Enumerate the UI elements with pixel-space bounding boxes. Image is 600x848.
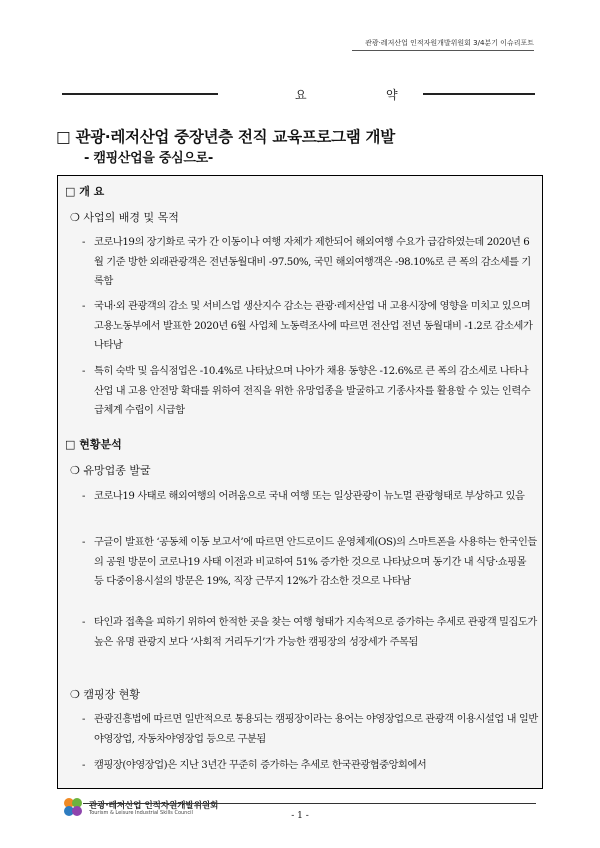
list-item: - 관광진흥법에 따르면 일반적으로 통용되는 캠핑장이라는 용어는 야영장업으로 관광객 이용시설업 내 일반 야영장업, 자동차야영장업 등으로 구분됨 [82, 714, 538, 745]
document-title: □ 관광·레저산업 중장년층 전직 교육프로그램 개발 [56, 128, 395, 146]
header-rule [352, 50, 534, 51]
list-item: - 특히 숙박 및 음식점업은 -10.4%로 나타났으며 나아가 채용 동향은 -12.6%로 큰 폭의 감소세로 나타나 산업 내 고용 안전망 확대를 위하여 전직을 위한 유망업종을 발굴하고 기종사자를 활용할 수 있는 인력수급체계 수립이 시급함 [82, 366, 531, 416]
footer-org-name-en: Tourism & Leisure Industrial Skills Council [89, 810, 193, 816]
list-item: - 타인과 접촉을 피하기 위하여 한적한 곳을 찾는 여행 형태가 지속적으로 증가하는 추세로 관광객 밀집도가 높은 유명 관광지 보다 ‘사회적 거리두기’가 가능한 캠핑장의 성장세가 주목됨 [82, 617, 537, 648]
list-item: - 코로나19 사태로 해외여행의 어려움으로 국내 여행 또는 일상관광이 뉴노멀 관광형태로 부상하고 있음 [82, 491, 525, 502]
footer-org-name: 관광·레저산업 인적자원개발위원회 [89, 801, 219, 811]
list-item: - 국내·외 관광객의 감소 및 서비스업 생산지수 감소는 관광·레저산업 내 고용시장에 영향을 미치고 있으며 고용노동부에서 발표한 2020년 6월 사업체 노동력조사에 따르면 전산업 전년 동월대비 -1.2로 감소세가 나타남 [82, 301, 533, 351]
document-subtitle: - 캠핑산업을 중심으로- [84, 151, 213, 166]
footer-rule [83, 803, 536, 804]
summary-heading [62, 88, 535, 102]
summary-rule-right [423, 93, 535, 95]
summary-heading-left: 요 [295, 88, 307, 102]
subsection-heading-promising-industries: ❍ 유망업종 발굴 [70, 464, 151, 477]
subsection-heading-campsite-status: ❍ 캠핑장 현황 [70, 688, 140, 701]
list-item: - 코로나19의 장기화로 국가 간 이동이나 여행 자체가 제한되어 해외여행 수요가 급감하였는데 2020년 6월 기준 방한 외래관광객은 전년동월대비 -97.50%, 국민 해외여행객은 -98.10%로 큰 폭의 감소세를 기록함 [82, 237, 531, 287]
section-heading-analysis: □ 현황분석 [65, 438, 122, 451]
subsection-heading-background: ❍ 사업의 배경 및 목적 [70, 211, 179, 224]
list-item: - 구글이 발표한 ‘공동체 이동 보고서’에 따르면 안드로이드 운영체제(OS)의 스마트폰을 사용하는 한국인들의 공원 방문이 코로나19 사태 이전과 비교하여 51% 증가한 것으로 나타났으며 동기간 내 식당·쇼핑몰 등 다중이용시설의 방문은 19%, 직장 근무지 12%가 감소한 것으로 나타남 [82, 537, 537, 587]
list-item: - 캠핑장(야영장업)은 지난 3년간 꾸준히 증가하는 추세로 한국관광협중앙회에서 [82, 760, 427, 771]
summary-rule-left [62, 93, 218, 95]
section-heading-overview: □ 개 요 [65, 185, 105, 198]
summary-box [57, 175, 543, 789]
summary-heading-right: 약 [386, 88, 398, 102]
running-header: 관광·레저산업 인적자원개발위원회 3/4분기 이슈리포트 [365, 39, 534, 47]
page-number: - 1 - [291, 811, 309, 821]
